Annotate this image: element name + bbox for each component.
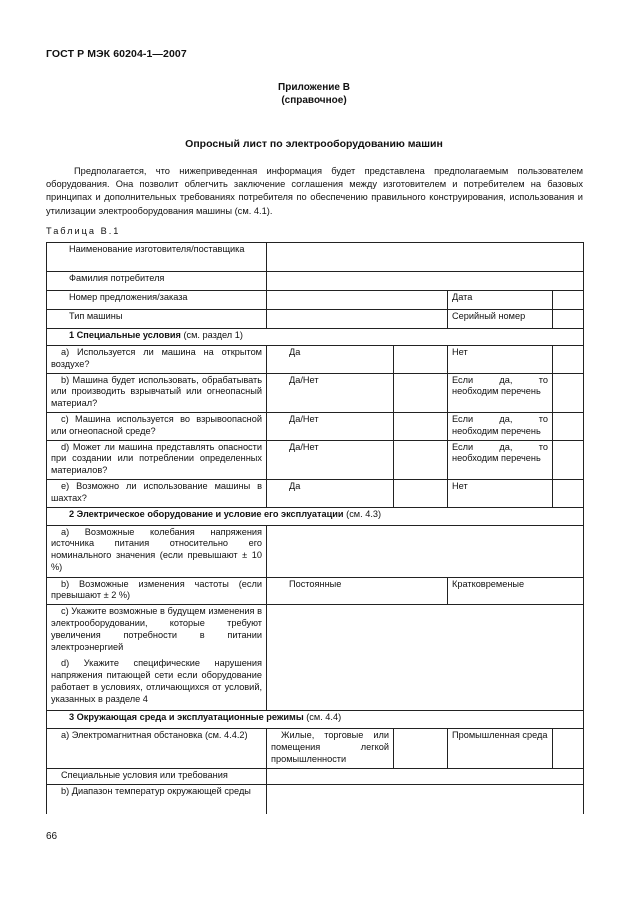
- s1-answer-d-box[interactable]: [394, 440, 448, 479]
- s1-answer-d-box2[interactable]: [553, 440, 584, 479]
- s1-question-b: b) Машина будет использовать, обрабатывать или производить взрывчатый или огнеопасный материал?: [47, 373, 267, 412]
- s3-answer-b[interactable]: [267, 784, 584, 814]
- section-row: [47, 507, 584, 525]
- machine-type-field[interactable]: [267, 310, 448, 329]
- section-row: [47, 329, 584, 346]
- section-2-ref: (см. 4.3): [343, 508, 382, 519]
- table-row: [47, 291, 584, 310]
- s1-answer-d-yesno[interactable]: Да/Нет: [267, 440, 394, 479]
- date-label: Дата: [448, 291, 553, 310]
- table-row: [47, 729, 584, 769]
- s2-question-c: c) Укажите возможные в будущем изменения в электрооборудовании, которые требуют увеличения потребности в питании электроэнергией: [51, 606, 262, 652]
- s1-question-a: a) Используется ли машина на открытом воздухе?: [47, 346, 267, 374]
- s1-question-e: e) Возможно ли использование машины в шахтах?: [47, 479, 267, 507]
- s1-answer-e-box2[interactable]: [553, 479, 584, 507]
- s1-question-c: c) Машина используется во взрывоопасной или огнеопасной среде?: [47, 412, 267, 440]
- s2-answer-cd[interactable]: [267, 605, 584, 711]
- section-2-heading: [47, 507, 584, 525]
- s1-answer-b-box2[interactable]: [553, 373, 584, 412]
- s3-question-a: a) Электромагнитная обстановка (см. 4.4.2): [47, 729, 267, 769]
- machine-type-label: Тип машины: [47, 310, 267, 329]
- intro-text: Предполагается, что нижеприведенная информация будет представлена предполагаемым пользователем оборудования. Она позволит облегчить заключение соглашения между изготовителем и потребителем на базовых принципах и дополнительных требованиях потребителя по обеспечению правильного конструирования, использования и утилизации электрооборудования машины (см. 4.1).: [46, 166, 583, 216]
- s1-answer-c-box[interactable]: [394, 412, 448, 440]
- s1-answer-b-list[interactable]: Если да, то необходим перечень: [448, 373, 553, 412]
- s1-answer-c-box2[interactable]: [553, 412, 584, 440]
- appendix-subtitle: (справочное): [281, 95, 347, 106]
- s3-question-b: b) Диапазон температур окружающей среды: [47, 784, 267, 814]
- table-row: [47, 479, 584, 507]
- manufacturer-label: Наименование изготовителя/поставщика: [47, 243, 267, 272]
- section-1-title: 1 Специальные условия: [69, 330, 181, 340]
- section-3-ref: (см. 4.4): [303, 712, 342, 723]
- page-number: 66: [46, 831, 58, 842]
- section-1-heading: [47, 329, 584, 346]
- table-row: [47, 412, 584, 440]
- s1-answer-a-no[interactable]: Нет: [448, 346, 553, 374]
- s3-special-label: Специальные условия или требования: [47, 769, 267, 785]
- s3-answer-a-residential[interactable]: Жилые, торговые или помещения легкой промышленности: [267, 729, 394, 769]
- s3-answer-a-box[interactable]: [394, 729, 448, 769]
- table-row: [47, 346, 584, 374]
- section-row: [47, 711, 584, 729]
- offer-number-label: Номер предложения/заказа: [47, 291, 267, 310]
- table-label: Таблица В.1: [46, 226, 121, 236]
- s3-answer-a-industrial[interactable]: Промышленная среда: [448, 729, 553, 769]
- s1-question-d: d) Может ли машина представлять опасности при создании или потреблении определенных материалов?: [47, 440, 267, 479]
- table-row: [47, 272, 584, 291]
- s3-special-field[interactable]: [267, 769, 584, 785]
- customer-field[interactable]: [267, 272, 584, 291]
- table-row: [47, 310, 584, 329]
- serial-number-label: Серийный номер: [448, 310, 553, 329]
- s2-question-d: d) Укажите специфические нарушения напряжения питающей сети если оборудование работает в условиях, отличающихся от условий, указанных в разделе 4: [51, 658, 262, 704]
- s2-answer-b-permanent[interactable]: Постоянные: [267, 577, 448, 605]
- table-row: [47, 784, 584, 814]
- s2-question-b: b) Возможные изменения частоты (если превышают ± 2 %): [47, 577, 267, 605]
- table-row: [47, 373, 584, 412]
- serial-number-field[interactable]: [553, 310, 584, 329]
- s1-answer-a-box[interactable]: [394, 346, 448, 374]
- s1-answer-a-yes[interactable]: Да: [267, 346, 394, 374]
- s1-answer-b-yesno[interactable]: Да/Нет: [267, 373, 394, 412]
- table-row: [47, 243, 584, 272]
- s2-answer-b-temporary[interactable]: Кратковременые: [448, 577, 584, 605]
- section-3-title: 3 Окружающая среда и эксплуатационные режимы: [69, 712, 304, 723]
- appendix-title: Приложение В: [278, 82, 350, 93]
- s2-question-a: a) Возможные колебания напряжения источника питания относительно его номинального значения (если превышают ± 10 %): [47, 525, 267, 577]
- s3-answer-a-box2[interactable]: [553, 729, 584, 769]
- s2-answer-a[interactable]: [267, 525, 584, 577]
- s1-answer-d-list[interactable]: Если да, то необходим перечень: [448, 440, 553, 479]
- s1-answer-c-yesno[interactable]: Да/Нет: [267, 412, 394, 440]
- table-row: [47, 525, 584, 577]
- table-row: [47, 440, 584, 479]
- date-field[interactable]: [553, 291, 584, 310]
- s1-answer-e-yes[interactable]: Да: [267, 479, 394, 507]
- document-title: Опросный лист по электрооборудованию машин: [185, 138, 443, 150]
- questionnaire-table: [46, 242, 584, 814]
- section-3-heading: [47, 711, 584, 729]
- s1-answer-e-no[interactable]: Нет: [448, 479, 553, 507]
- s2-question-cd: [47, 605, 267, 711]
- intro-paragraph: [46, 165, 583, 218]
- s1-answer-e-box[interactable]: [394, 479, 448, 507]
- table-row: [47, 605, 584, 711]
- customer-label: Фамилия потребителя: [47, 272, 267, 291]
- s1-answer-a-box2[interactable]: [553, 346, 584, 374]
- s1-answer-c-list[interactable]: Если да, то необходим перечень: [448, 412, 553, 440]
- section-1-ref: (см. раздел 1): [180, 330, 243, 340]
- section-2-title: 2 Электрическое оборудование и условие его эксплуатации: [69, 508, 344, 519]
- table-row: [47, 577, 584, 605]
- document-header: ГОСТ Р МЭК 60204-1—2007: [46, 48, 187, 60]
- table-row: [47, 769, 584, 785]
- offer-number-field[interactable]: [267, 291, 448, 310]
- s1-answer-b-box[interactable]: [394, 373, 448, 412]
- manufacturer-field[interactable]: [267, 243, 584, 272]
